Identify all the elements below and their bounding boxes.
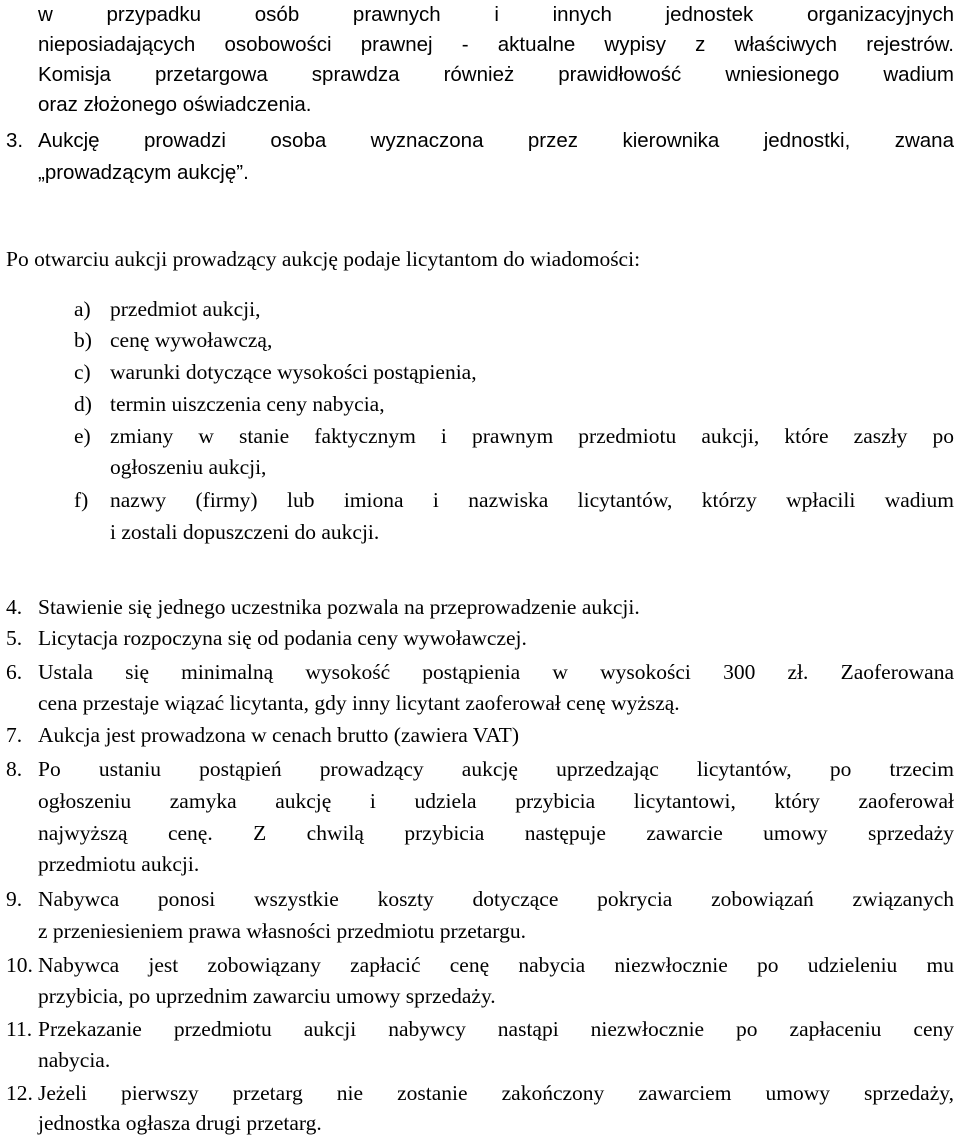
- paragraph-line: nieposiadających osobowości prawnej - aktualne wypisy z właściwych rejestrów.: [38, 33, 954, 56]
- item-text-line: Stawienie się jednego uczestnika pozwala na przeprowadzenie aukcji.: [38, 595, 640, 619]
- item-text-line: Nabywca ponosi wszystkie koszty dotyczące pokrycia zobowiązań związanych: [38, 887, 954, 911]
- subitem-marker: f): [74, 488, 89, 512]
- subitem-marker: e): [74, 424, 91, 448]
- subitem-marker: a): [74, 297, 91, 321]
- item-text-line: z przeniesieniem prawa własności przedmiotu przetargu.: [38, 919, 526, 943]
- item-text-line: Ustala się minimalną wysokość postąpienia w wysokości 300 zł. Zaoferowana: [38, 660, 954, 684]
- item-number: 5.: [6, 626, 23, 650]
- item-text-line: Licytacja rozpoczyna się od podania ceny wywoławczej.: [38, 626, 527, 650]
- subitem-text: cenę wywoławczą,: [110, 328, 273, 352]
- item-text-line: przedmiotu aukcji.: [38, 852, 200, 876]
- item-number: 8.: [6, 757, 23, 781]
- paragraph-line: Komisja przetargowa sprawdza również prawidłowość wniesionego wadium: [38, 63, 954, 86]
- item-text-line: cena przestaje wiązać licytanta, gdy inny licytant zaoferował cenę wyższą.: [38, 691, 680, 715]
- item-text-line: Aukcja jest prowadzona w cenach brutto (zawiera VAT): [38, 723, 519, 747]
- item-text-line: Aukcję prowadzi osoba wyznaczona przez kierownika jednostki, zwana: [38, 129, 954, 152]
- item-text-line: Przekazanie przedmiotu aukcji nabywcy nastąpi niezwłocznie po zapłaceniu ceny: [38, 1017, 954, 1041]
- subitem-text: przedmiot aukcji,: [110, 297, 261, 321]
- item-text-line: najwyższą cenę. Z chwilą przybicia następuje zawarcie umowy sprzedaży: [38, 821, 954, 845]
- paragraph-line: w przypadku osób prawnych i innych jednostek organizacyjnych: [38, 3, 954, 26]
- subitem-text: warunki dotyczące wysokości postąpienia,: [110, 360, 477, 384]
- item-text-line: nabycia.: [38, 1048, 111, 1072]
- item-number: 11.: [6, 1017, 33, 1041]
- item-number: 10.: [6, 953, 33, 977]
- item-number: 7.: [6, 723, 23, 747]
- subitem-marker: d): [74, 392, 92, 416]
- item-text-line: ogłoszeniu zamyka aukcję i udziela przybicia licytantowi, który zaoferował: [38, 789, 954, 813]
- subitem-text: zmiany w stanie faktycznym i prawnym przedmiotu aukcji, które zaszły po: [110, 424, 954, 448]
- item-number: 9.: [6, 887, 23, 911]
- item-number: 4.: [6, 595, 23, 619]
- item-text-line: „prowadzącym aukcję”.: [38, 161, 249, 184]
- item-text-line: Po ustaniu postąpień prowadzący aukcję uprzedzając licytantów, po trzecim: [38, 757, 954, 781]
- item-number: 3.: [6, 129, 24, 152]
- subitem-text: ogłoszeniu aukcji,: [110, 455, 267, 479]
- subitem-text: i zostali dopuszczeni do aukcji.: [110, 520, 380, 544]
- item-text-line: przybicia, po uprzednim zawarciu umowy sprzedaży.: [38, 984, 496, 1008]
- subitem-text: nazwy (firmy) lub imiona i nazwiska licytantów, którzy wpłacili wadium: [110, 488, 954, 512]
- subitem-marker: b): [74, 328, 92, 352]
- subitem-text: termin uiszczenia ceny nabycia,: [110, 392, 385, 416]
- item-text-line: jednostka ogłasza drugi przetarg.: [38, 1111, 322, 1135]
- intro-text: Po otwarciu aukcji prowadzący aukcję podaje licytantom do wiadomości:: [6, 247, 641, 271]
- subitem-marker: c): [74, 360, 91, 384]
- item-number: 12.: [6, 1081, 33, 1105]
- item-text-line: Nabywca jest zobowiązany zapłacić cenę nabycia niezwłocznie po udzieleniu mu: [38, 953, 954, 977]
- paragraph-line: oraz złożonego oświadczenia.: [38, 93, 312, 116]
- item-number: 6.: [6, 660, 23, 684]
- item-text-line: Jeżeli pierwszy przetarg nie zostanie zakończony zawarciem umowy sprzedaży,: [38, 1081, 954, 1105]
